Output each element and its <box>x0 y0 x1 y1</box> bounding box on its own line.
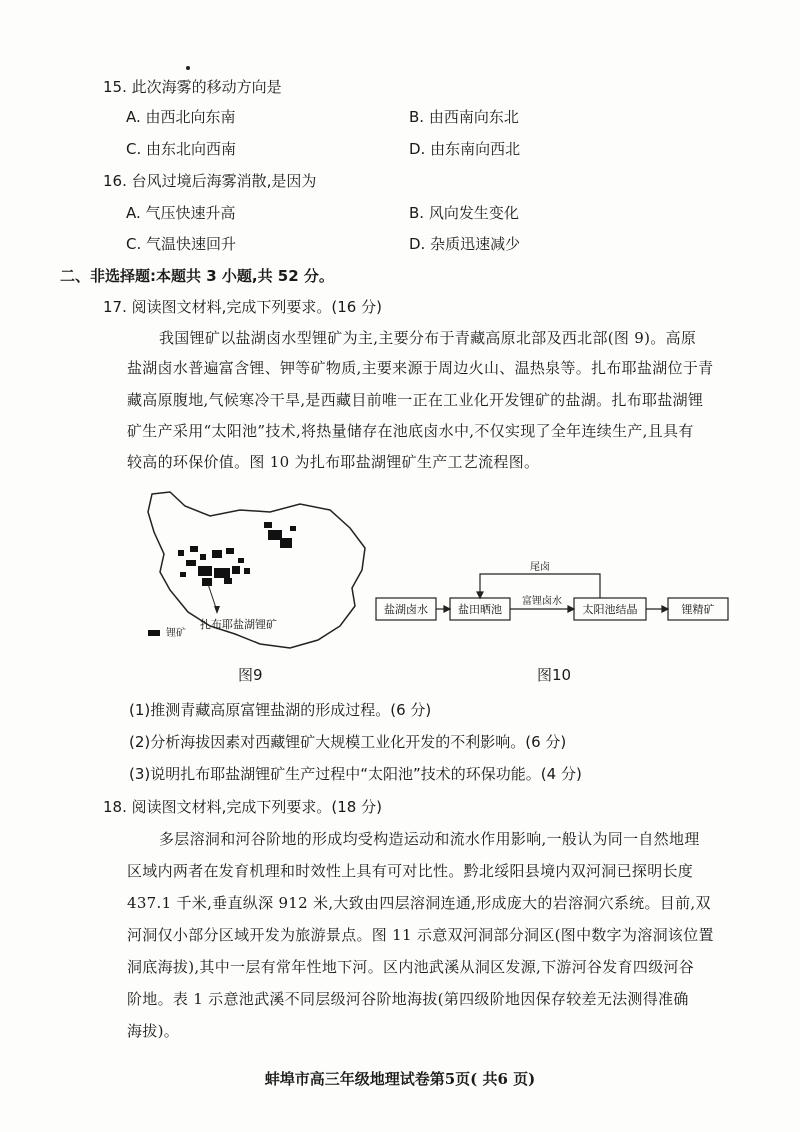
q17-passage-line-1: 我国锂矿以盐湖卤水型锂矿为主,主要分布于青藏高原北部及西北部(图 9)。高原 <box>159 329 697 347</box>
q17-stem: 17. 阅读图文材料,完成下列要求。(16 分) <box>103 298 382 316</box>
q18-passage-line-1: 多层溶洞和河谷阶地的形成均受构造运动和流水作用影响,一般认为同一自然地理 <box>159 830 700 848</box>
map-pointer-line <box>208 584 216 608</box>
q17-passage-line-4: 矿生产采用“太阳池”技术,将热量储存在池底卤水中,不仅实现了全年连续生产,且具有 <box>127 422 694 440</box>
map-label: 扎布耶盐湖锂矿 <box>200 618 277 631</box>
q17-question-3: (3)说明扎布耶盐湖锂矿生产过程中“太阳池”技术的环保功能。(4 分) <box>129 765 582 783</box>
q15-option-c: C. 由东北向西南 <box>126 140 237 158</box>
q17-question-1: (1)推测青藏高原富锂盐湖的形成过程。(6 分) <box>129 701 432 719</box>
q18-passage-line-7: 海拔)。 <box>127 1022 180 1040</box>
figure-10-flowchart <box>372 560 732 630</box>
q18-passage-line-2: 区域内两者在发育机理和时效性上具有可对比性。黔北绥阳县境内双河洞已探明长度 <box>127 862 694 880</box>
figure-9-caption: 图9 <box>238 666 263 684</box>
legend-label: 锂矿 <box>166 628 186 639</box>
q18-passage-line-3: 437.1 千米,垂直纵深 912 米,大致由四层溶洞连通,形成庞大的岩溶洞穴系统。目前,双 <box>127 894 711 912</box>
figure-10-caption: 图10 <box>537 666 572 684</box>
figure-9-map <box>140 488 380 658</box>
q18-stem: 18. 阅读图文材料,完成下列要求。(18 分) <box>103 798 382 816</box>
q17-passage-line-5: 较高的环保价值。图 10 为扎布耶盐湖锂矿生产工艺流程图。 <box>127 453 540 471</box>
mid-label: 富锂卤水 <box>522 596 562 607</box>
node-concentrate-label: 锂精矿 <box>681 603 715 616</box>
node-solar-pond-label: 太阳池结晶 <box>582 603 638 616</box>
q17-question-2: (2)分析海拔因素对西藏锂矿大规模工业化开发的不利影响。(6 分) <box>129 733 567 751</box>
q18-passage-line-5: 洞底海拔),其中一层有常年性地下河。区内池武溪从洞区发源,下游河谷发育四级河谷 <box>127 958 695 976</box>
q16-option-a: A. 气压快速升高 <box>126 204 236 222</box>
q18-passage-line-6: 阶地。表 1 示意池武溪不同层级河谷阶地海拔(第四级阶地因保存较差无法测得准确 <box>127 990 689 1008</box>
q15-option-a: A. 由西北向东南 <box>126 108 236 126</box>
top-label: 尾卤 <box>530 562 550 573</box>
q18-passage-line-4: 河洞仅小部分区域开发为旅游景点。图 11 示意双河洞部分洞区(图中数字为溶洞该位置 <box>127 926 714 944</box>
section-heading: 二、非选择题:本题共 3 小题,共 52 分。 <box>60 267 334 285</box>
q17-passage-line-2: 盐湖卤水普遍富含锂、钾等矿物质,主要来源于周边火山、温热泉等。扎布耶盐湖位于青 <box>127 359 714 377</box>
map-pointer-arrow <box>214 606 220 614</box>
q16-stem: 16. 台风过境后海雾消散,是因为 <box>103 172 317 190</box>
q16-option-c: C. 气温快速回升 <box>126 235 237 253</box>
page-footer: 蚌埠市高三年级地理试卷第5页( 共6 页) <box>264 1070 536 1088</box>
q16-option-d: D. 杂质迅速减少 <box>409 235 521 253</box>
q15-stem: 15. 此次海雾的移动方向是 <box>103 78 282 96</box>
q15-option-d: D. 由东南向西北 <box>409 140 521 158</box>
node-brine-label: 盐湖卤水 <box>384 603 428 616</box>
q15-option-b: B. 由西南向东北 <box>409 108 519 126</box>
speck <box>186 66 190 70</box>
tail-brine-loop <box>480 574 600 598</box>
lithium-deposit-markers <box>178 522 296 586</box>
q16-option-b: B. 风向发生变化 <box>409 204 519 222</box>
node-salt-pan-label: 盐田晒池 <box>458 603 502 616</box>
legend-swatch <box>148 630 160 636</box>
q17-passage-line-3: 藏高原腹地,气候寒冷干旱,是西藏目前唯一正在工业化开发锂矿的盐湖。扎布耶盐湖锂 <box>127 391 704 409</box>
